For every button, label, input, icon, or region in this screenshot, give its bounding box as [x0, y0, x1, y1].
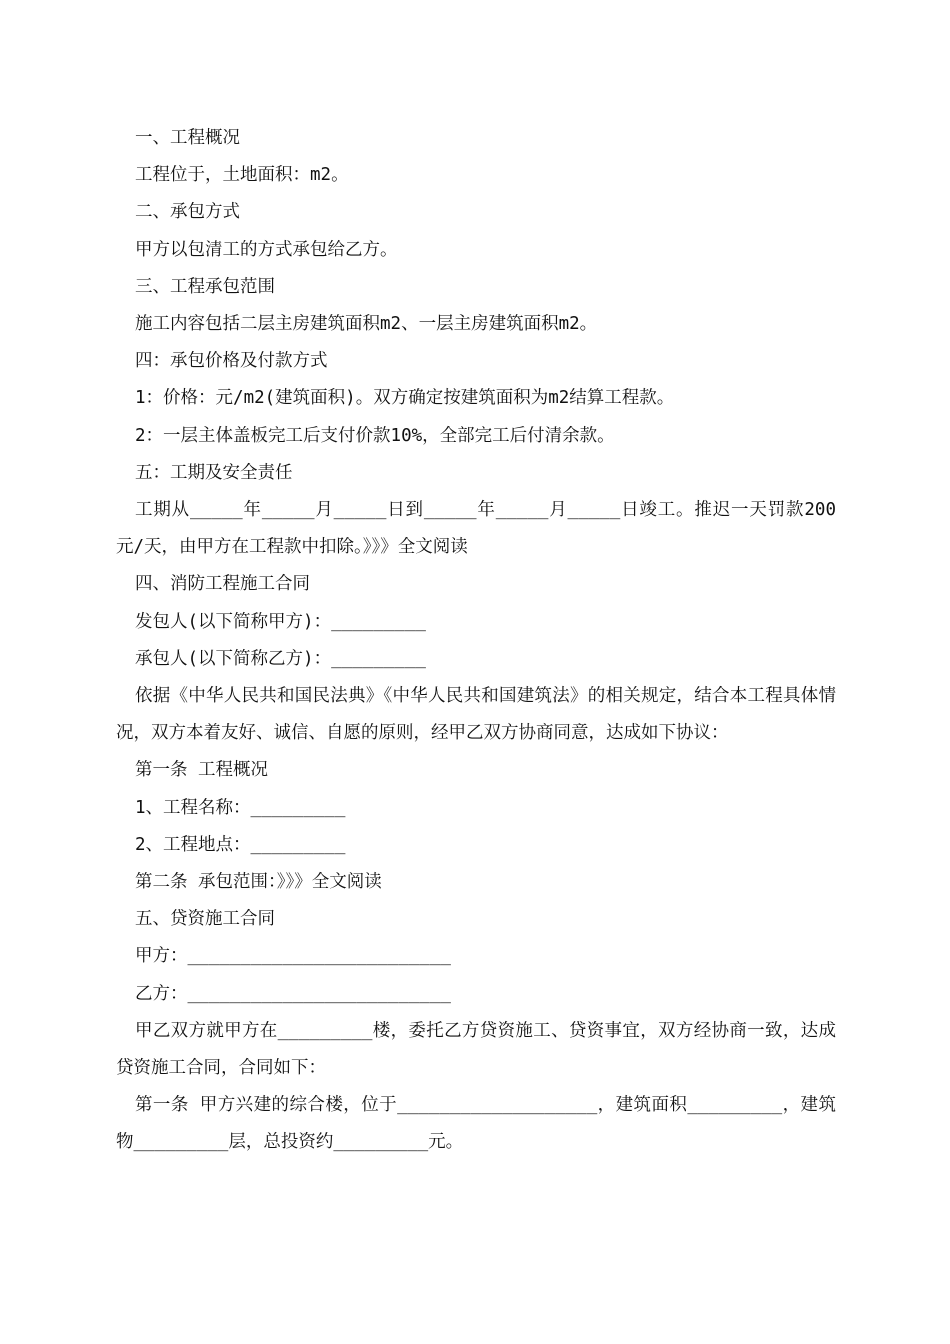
field-jia-fang: 甲方：_________________________	[135, 946, 451, 967]
section-heading-contract-method: 二、承包方式	[135, 202, 240, 223]
paragraph-loan-agreement: 甲乙双方就甲方在_________楼，委托乙方贷资施工、贷资事宜，双方经协商一致，达成贷资施工合同，合同如下：	[116, 1020, 836, 1079]
field-project-location: 2、工程地点：_________	[135, 834, 346, 855]
article-two-heading: 第二条 承包范围：》》》全文阅读	[135, 872, 382, 893]
text-line: 工程位于，土地面积：m2。	[135, 165, 349, 186]
field-project-name: 1、工程名称：_________	[135, 797, 346, 818]
field-party-a: 发包人(以下简称甲方)：_________	[135, 611, 426, 632]
section-heading-scope: 三、工程承包范围	[135, 276, 275, 297]
field-yi-fang: 乙方：_________________________	[135, 983, 451, 1004]
article-one-heading: 第一条 工程概况	[135, 760, 269, 781]
text-line: 1：价格：元/m2(建筑面积)。双方确定按建筑面积为m2结算工程款。	[135, 388, 675, 409]
section-heading-project-overview: 一、工程概况	[135, 128, 240, 148]
text-line: 2：一层主体盖板完工后支付价款10%，全部完工后付清余款。	[135, 425, 615, 446]
section-heading-price-payment: 四：承包价格及付款方式	[135, 351, 328, 372]
field-party-b: 承包人(以下简称乙方)：_________	[135, 648, 426, 669]
section-heading-fire-contract: 四、消防工程施工合同	[135, 574, 310, 595]
text-line: 甲方以包清工的方式承包给乙方。	[135, 239, 398, 260]
paragraph-schedule: 工期从_____年_____月_____日到_____年_____月_____日竣工。推迟一天罚款200元/天，由甲方在工程款中扣除。》》》全文阅读	[116, 500, 836, 558]
paragraph-article-one-building: 第一条 甲方兴建的综合楼，位于___________________，建筑面积_________，建筑物_________层，总投资约_________元。	[116, 1095, 836, 1153]
paragraph-legal-basis: 依据《中华人民共和国民法典》《中华人民共和国建筑法》的相关规定，结合本工程具体情况，双方本着友好、诚信、自愿的原则，经甲乙双方协商同意，达成如下协议：	[116, 686, 836, 744]
document-page	[116, 120, 836, 1162]
text-line: 施工内容包括二层主房建筑面积m2、一层主房建筑面积m2。	[135, 314, 598, 335]
section-heading-loan-contract: 五、贷资施工合同	[135, 909, 275, 930]
section-heading-schedule-safety: 五：工期及安全责任	[135, 462, 293, 483]
